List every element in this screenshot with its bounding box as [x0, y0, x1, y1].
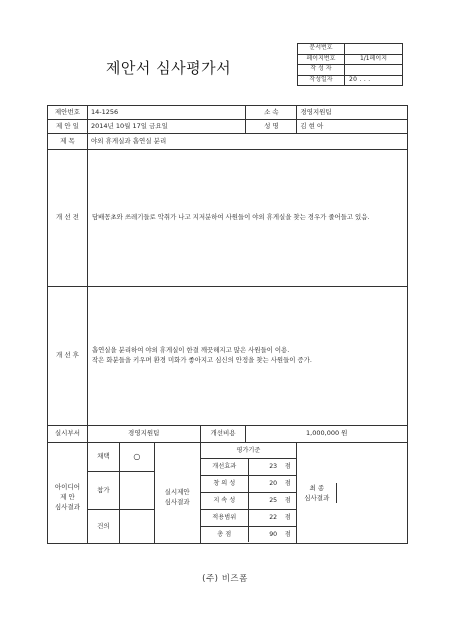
- criteria-score-creativity: 20: [248, 475, 279, 492]
- criteria-label-creativity: 창 의 성: [201, 475, 249, 492]
- criteria-unit-sustainability: 점: [279, 492, 296, 509]
- final-result-label-text: 최 종 심사결과: [304, 483, 330, 502]
- criteria-unit-scope: 점: [279, 509, 296, 526]
- department-value: 경영지원팀: [297, 106, 408, 120]
- final-result-value: [337, 483, 407, 504]
- meta-value-author: [345, 65, 403, 76]
- company-footer: (주) 비즈폼: [202, 574, 248, 584]
- after-text-line-2: 작은 화분들을 키우며 환경 미화가 좋아지고 심신의 안정을 찾는 사원들이 증가.: [91, 356, 312, 364]
- proposal-no-label: 제안번호: [48, 106, 88, 120]
- criteria-cell: [200, 443, 297, 544]
- criteria-unit-total: 점: [279, 526, 296, 542]
- criteria-label-effect: 개선효과: [201, 458, 249, 475]
- proposal-form-table: [47, 105, 408, 544]
- criteria-unit-effect: 점: [279, 458, 296, 475]
- adopt-label: 채택: [87, 443, 119, 472]
- document-title: 제안서 심사평가서: [105, 58, 232, 77]
- meta-label-page-no: 페이지번호: [298, 54, 345, 65]
- exec-dept-label: 실시부서: [48, 426, 88, 443]
- name-label: 성 명: [246, 120, 297, 134]
- criteria-score-total: 90: [248, 526, 279, 542]
- after-text-cell: [87, 287, 407, 426]
- document-meta-table: [297, 43, 403, 86]
- impl-review-label-text: 실시제안 심사결과: [164, 488, 190, 506]
- idea-review-label-text: 아이디어 제 안 심사결과: [54, 483, 81, 511]
- opinion-value: [119, 510, 154, 544]
- adopt-mark: ○: [119, 443, 154, 472]
- meta-value-page-no: 1/1페이지: [345, 54, 403, 65]
- proposal-date-value: 2014년 10월 17일 금요일: [87, 120, 246, 134]
- meta-value-doc-no: [345, 44, 403, 55]
- participate-value: [119, 472, 154, 510]
- subject-label: 제 목: [48, 134, 88, 150]
- exec-dept-value: 경영지원팀: [87, 426, 200, 443]
- before-label: 개 선 전: [48, 150, 88, 287]
- meta-value-date: 20 . . .: [345, 75, 403, 86]
- idea-review-label: [48, 443, 88, 544]
- after-text-line-1: 흡연실을 분리하여 야외 휴게실이 한결 깨끗해지고 많은 사원들이 이용.: [91, 346, 290, 355]
- criteria-unit-creativity: 점: [279, 475, 296, 492]
- criteria-title: 평가기준: [201, 444, 297, 458]
- meta-label-author: 작 성 자: [298, 65, 345, 76]
- meta-label-date: 작성일자: [298, 75, 345, 86]
- criteria-score-effect: 23: [248, 458, 279, 475]
- cost-value: 1,000,000 원: [246, 426, 408, 443]
- subject-value: 야외 휴게실과 흡연실 분리: [87, 134, 407, 150]
- department-label: 소 속: [246, 106, 297, 120]
- participate-label: 참가: [87, 472, 119, 510]
- criteria-label-sustainability: 지 속 성: [201, 492, 249, 509]
- impl-review-label: [154, 443, 200, 544]
- cost-label: 개선비용: [200, 426, 246, 443]
- criteria-label-total: 총 점: [201, 526, 249, 542]
- after-label: 개 선 후: [48, 287, 88, 426]
- final-result-cell: [297, 443, 408, 544]
- criteria-score-scope: 22: [248, 509, 279, 526]
- criteria-label-scope: 적용범위: [201, 509, 249, 526]
- name-value: 김 현 아: [297, 120, 408, 134]
- proposal-date-label: 제 안 일: [48, 120, 88, 134]
- criteria-table: [201, 444, 297, 542]
- opinion-label: 건의: [87, 510, 119, 544]
- proposal-no-value: 14-1256: [87, 106, 246, 120]
- before-text: 담배꽁초와 쓰레기들로 악취가 나고 지저분하여 사원들이 야외 휴게실을 찾는 경우가 줄어들고 있음.: [87, 150, 407, 287]
- meta-label-doc-no: 문서번호: [298, 44, 345, 55]
- criteria-score-sustainability: 25: [248, 492, 279, 509]
- final-result-label: [297, 483, 337, 504]
